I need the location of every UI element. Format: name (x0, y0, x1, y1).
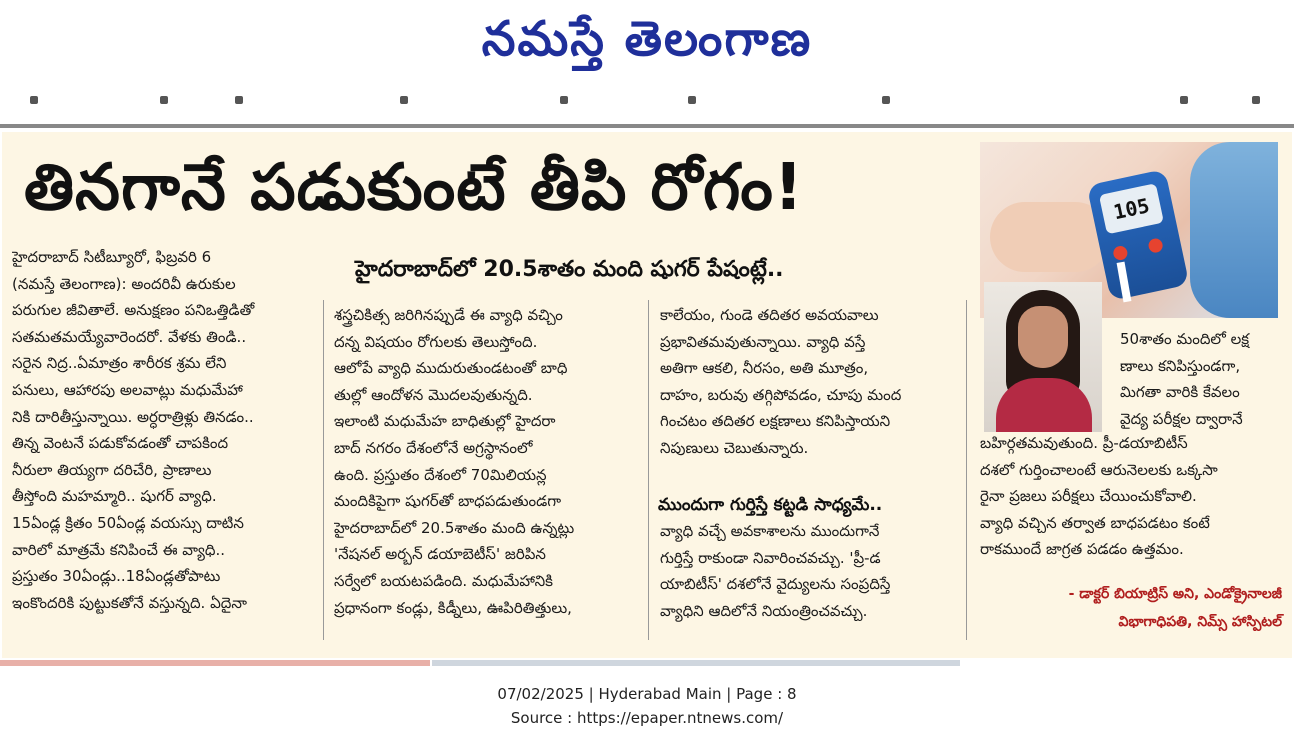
text-line: యాబిటీస్' దశలోనే వైద్యులను సంప్రదిస్తే (660, 575, 891, 594)
text-line: వ్యాధిని ఆదిలోనే నియంత్రించవచ్చు. (660, 601, 868, 620)
meter-button-icon (1112, 245, 1129, 262)
author-byline (1020, 580, 1282, 636)
portrait-face (1018, 306, 1068, 368)
next-article-fragment (0, 660, 1294, 666)
meter-reading: 105 (1099, 183, 1164, 234)
edition-info: 07/02/2025 | Hyderabad Main | Page : 8 (497, 685, 797, 703)
article-column-5 (980, 430, 1280, 563)
text-line: ఉంది. ప్రస్తుతం దేశంలో 70మిలియన్ల (334, 465, 547, 484)
text-line: ప్రస్తుతం 30ఏండ్లు..18ఏండ్లతోపాటు (12, 567, 221, 586)
text-line: 50శాతం మందిలో లక్ష (1120, 330, 1250, 348)
byline-line: - డాక్టర్ బియాట్రిస్ అని, ఎండోక్రైనాలజీ (1068, 586, 1282, 602)
text-line: వ్యాధి వచ్చే అవకాశాలను ముందుగానే (660, 522, 880, 540)
text-line: నీరులా తియ్యగా దరిచేరి, ప్రాణాలు (12, 460, 212, 479)
text-line: తీస్తోంది మహమ్మారి.. షుగర్ వ్యాధి. (12, 487, 217, 506)
text-line: 'నేషనల్ అర్బన్ డయాబెటీస్' జరిపిన (334, 545, 546, 564)
text-line: హైదరాబాద్‌లో 20.5శాతం మంది ఉన్నట్లు (334, 518, 575, 537)
source-link[interactable]: Source : https://epaper.ntnews.com/ (510, 709, 784, 727)
text-line: రాకముందే జాగ్రత పడడం ఉత్తమం. (980, 540, 1184, 559)
text-line: నిపుణులు చెబుతున్నారు. (660, 438, 809, 457)
article-column-3 (660, 302, 956, 462)
article-subheading: హైదరాబాద్‌లో 20.5శాతం మంది షుగర్ పేషంట్లే.. (355, 257, 784, 282)
text-line: దన్న విషయం రోగులకు తెలుస్తోంది. (334, 332, 538, 351)
page-footer (0, 682, 1294, 730)
text-line: గుర్తిస్తే రాకుండా నివారించవచ్చు. 'ప్రీ-డ (660, 548, 881, 567)
doctor-portrait (984, 282, 1102, 432)
article-column-3-continued (660, 518, 956, 624)
text-line: వారిలో మాత్రమే కనిపించే ఈ వ్యాధి.. (12, 540, 226, 559)
text-line: శస్త్రచికిత్స జరిగినప్పుడే ఈ వ్యాధి వచ్చిం (334, 306, 563, 324)
text-line: కాలేయం, గుండె తదితర అవయవాలు (660, 306, 879, 324)
text-line: ప్రధానంగా కండ్లు, కిడ్నీలు, ఊపిరితిత్తులు, (334, 598, 572, 617)
text-line: పరుగుల జీవితాలే. అనుక్షణం పనిఒత్తిడితో (12, 301, 255, 320)
text-line: మందికిపైగా షుగర్‌తో బాధపడుతుండగా (334, 492, 562, 511)
text-line: ఇలాంటి మధుమేహ బాధితుల్లో హైదరా (334, 412, 556, 431)
text-line: గించటం తదితర లక్షణాలు కనిపిస్తాయని (660, 412, 891, 431)
text-line: తుల్లో ఆందోళన మొదలవుతున్నది. (334, 385, 533, 404)
text-line: ఇంకొందరికి పుట్టుకతోనే వస్తున్నది. ఏదైనా (12, 593, 247, 612)
text-line: ఆలోపే వ్యాధి ముదురుతుండటంతో బాధి (334, 359, 568, 378)
text-line: 15ఏండ్ల క్రితం 50ఏండ్ల వయస్సు దాటిన (12, 513, 244, 532)
article-headline: తినగానే పడుకుంటే తీపి రోగం! (24, 151, 804, 225)
text-line: బహిర్గతమవుతుంది. ప్రీ-డయాబిటీస్ (980, 434, 1188, 452)
text-line: ప్రభావితమవుతున్నాయి. వ్యాధి వస్తే (660, 332, 866, 351)
text-line: సరైన నిద్ర..ఏమాత్రం శారీరక శ్రమ లేని (12, 354, 227, 373)
column-divider (323, 300, 324, 640)
text-line: పనులు, ఆహారపు అలవాట్లు మధుమేహా (12, 380, 243, 399)
article-column-1 (12, 244, 312, 616)
text-line: వ్యాధి వచ్చిన తర్వాత బాధపడటం కంటే (980, 513, 1210, 532)
column-divider (648, 300, 649, 640)
glucose-meter (1087, 169, 1190, 301)
text-line: సర్వేలో బయటపడింది. మధుమేహానికి (334, 571, 553, 590)
previous-article-fragment (0, 94, 1294, 108)
text-line: రైనా ప్రజలు పరీక్షలు చేయించుకోవాలి. (980, 487, 1197, 506)
column-divider (966, 300, 967, 640)
masthead (0, 0, 1294, 80)
text-line: మిగతా వారికి కేవలం (1120, 383, 1240, 402)
article-column-2 (334, 302, 638, 621)
text-line: తిన్న వెంటనే పడుకోవడంతో చాపకింద (12, 434, 229, 453)
text-line: దాహం, బరువు తగ్గిపోవడం, చూపు మంద (660, 385, 902, 404)
glove-shape (1190, 142, 1278, 318)
text-line: సతమతమయ్యేవారెందరో. వేళకు తిండి.. (12, 327, 247, 346)
text-line: దశలో గుర్తించాలంటే ఆరునెలలకు ఒక్కసా (980, 460, 1218, 479)
article-column-4 (1120, 326, 1280, 432)
meter-button-icon (1147, 237, 1164, 254)
text-line: (నమస్తే తెలంగాణ): అందరివీ ఉరుకుల (12, 274, 236, 293)
text-line: వైద్య పరీక్షల ద్వారానే (1120, 409, 1243, 428)
byline-line: విభాగాధిపతి, నిమ్స్ హాస్పిటల్ (1118, 614, 1282, 630)
article-subheading-2: ముందుగా గుర్తిస్తే కట్టడి సాధ్యమే.. (658, 495, 883, 515)
newspaper-logo: నమస్తే తెలంగాణ (481, 11, 813, 67)
text-line: హైదరాబాద్ సిటీబ్యూరో, ఫిబ్రవరి 6 (12, 248, 212, 266)
section-divider (0, 124, 1294, 128)
text-line: బాద్ నగరం దేశంలోనే అగ్రస్థానంలో (334, 438, 533, 457)
text-line: ణాలు కనిపిస్తుండగా, (1120, 356, 1241, 375)
text-line: నికి దారితీస్తున్నాయి. అర్ధరాత్రిళ్లు తినడం.. (12, 407, 254, 426)
text-line: అతిగా ఆకలి, నీరసం, అతి మూత్రం, (660, 359, 869, 378)
